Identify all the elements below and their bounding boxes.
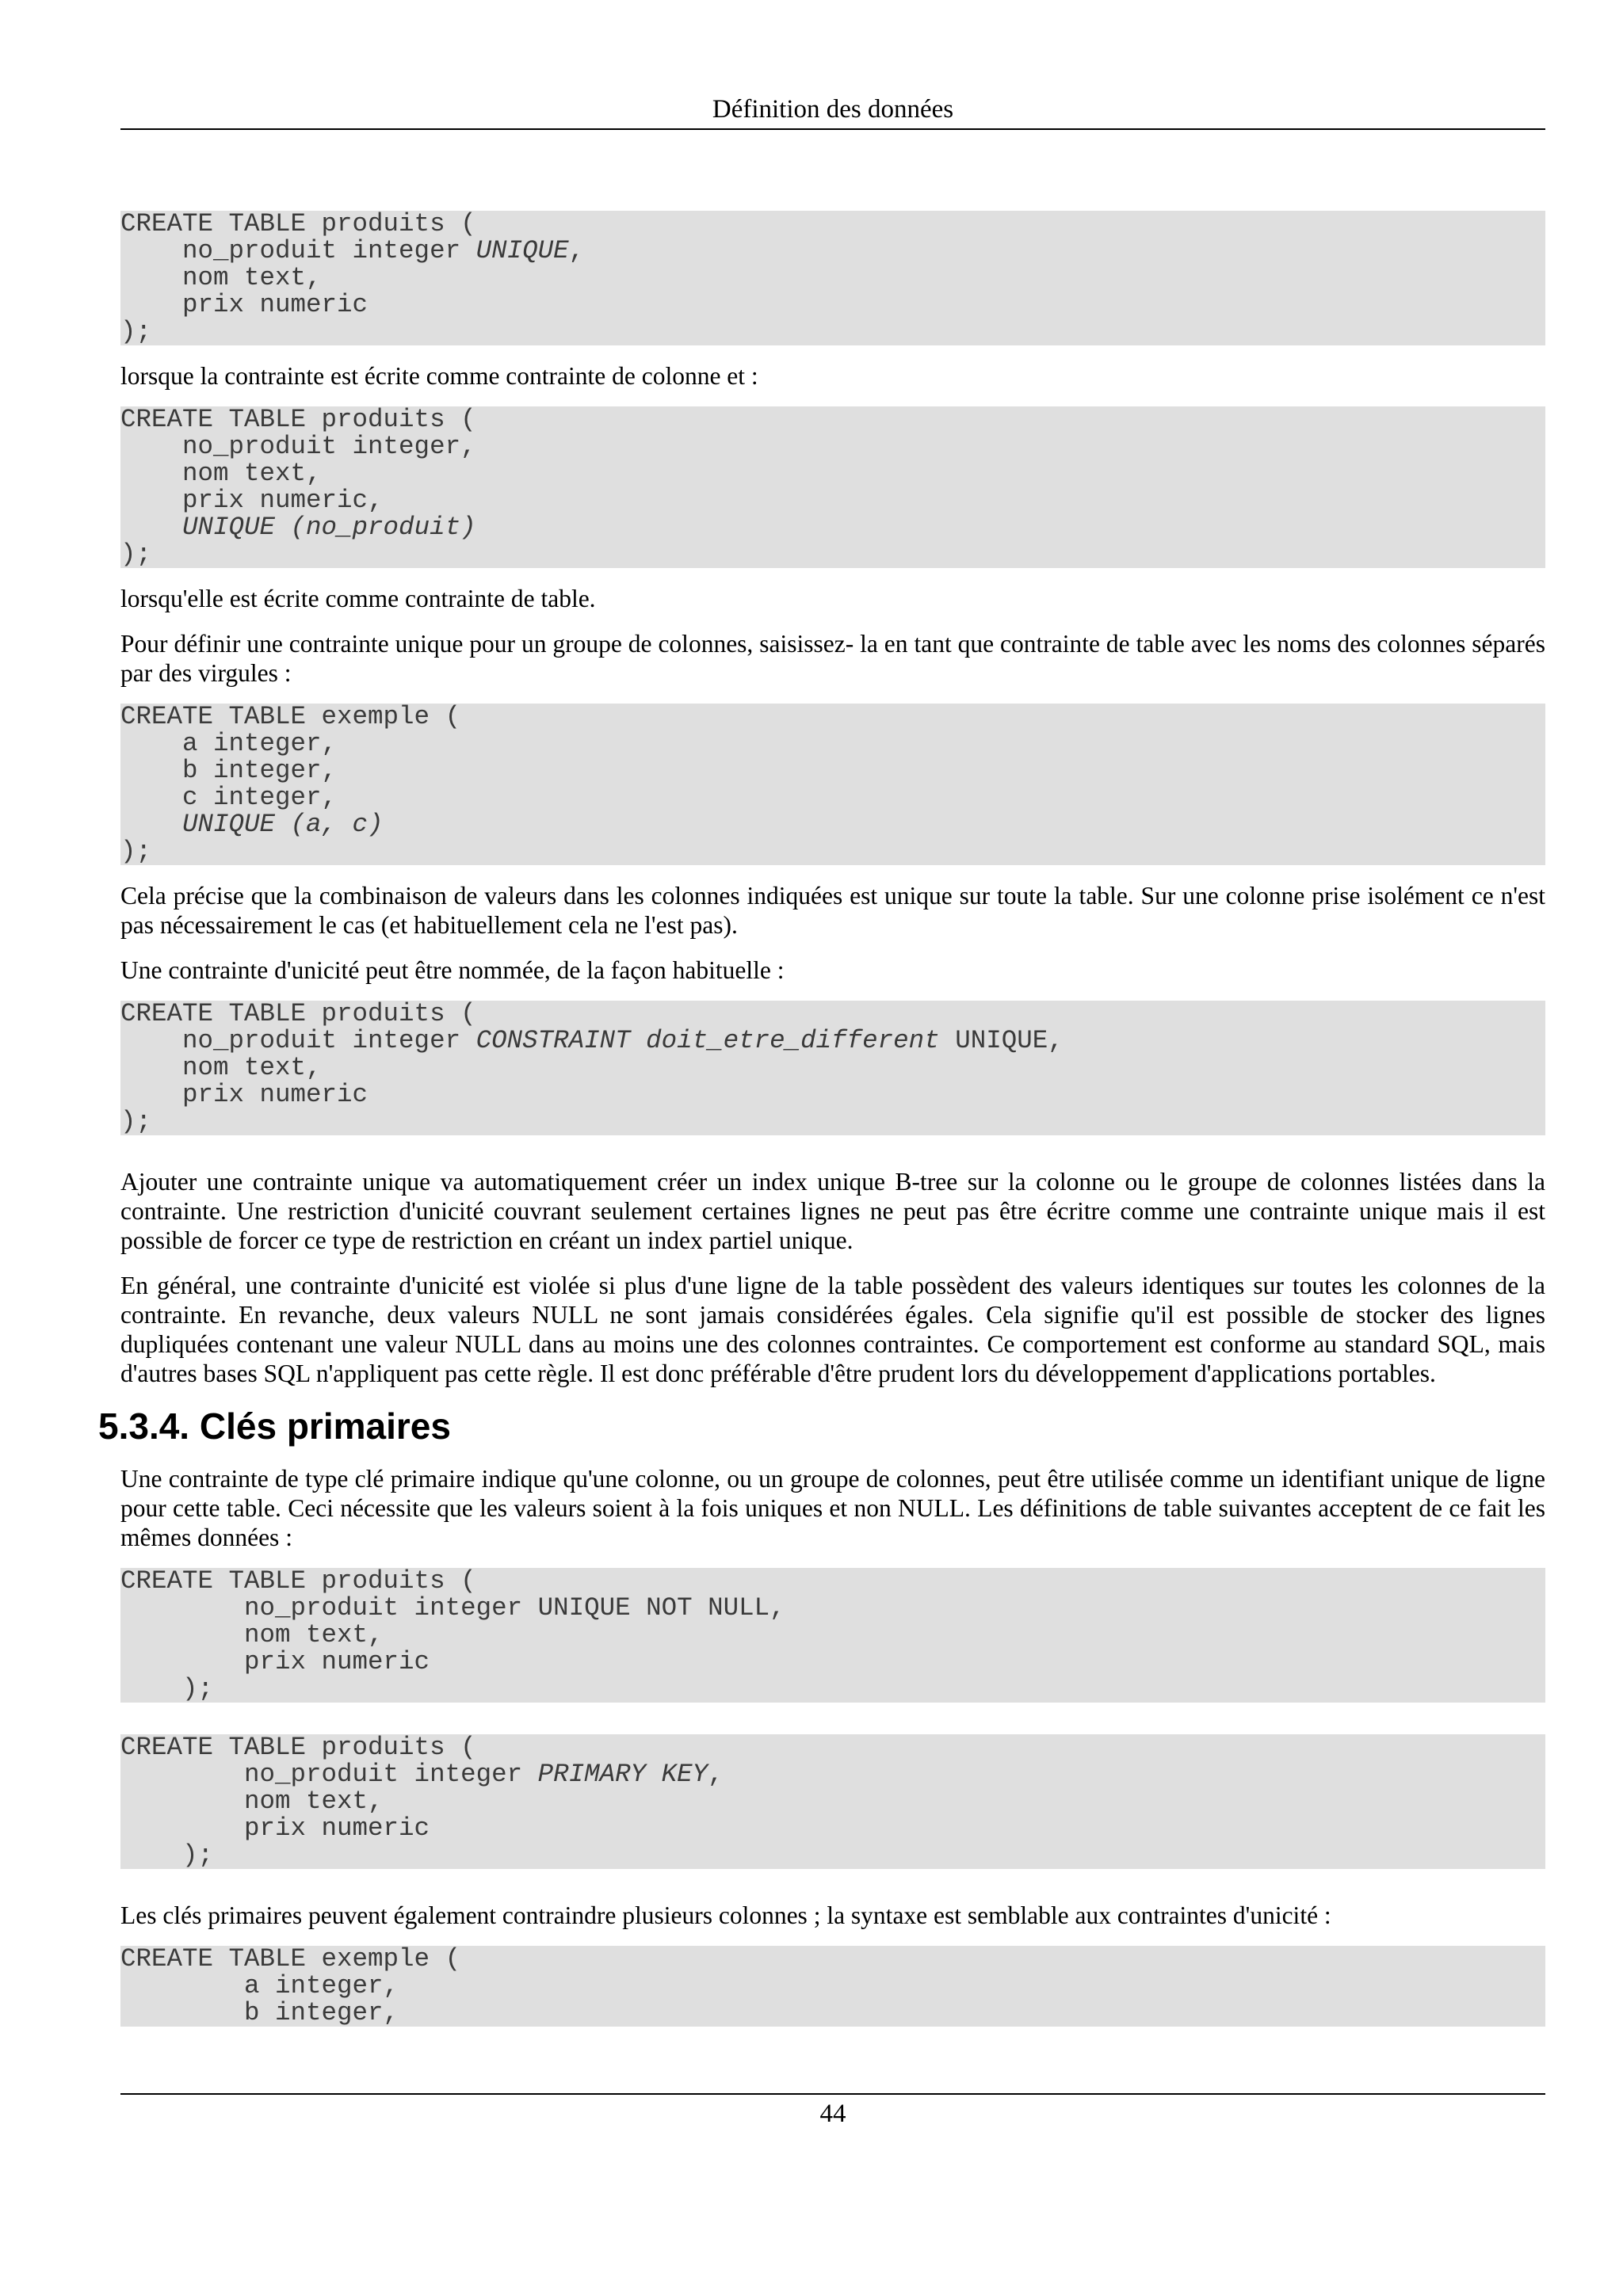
paragraph: lorsqu'elle est écrite comme contrainte de table.: [120, 585, 596, 612]
code-block: CREATE TABLE produits ( no_produit integer, nom text, prix numeric, UNIQUE (no_produit) );: [120, 406, 1545, 568]
code-block: CREATE TABLE exemple ( a integer, b integer, c integer, UNIQUE (a, c) );: [120, 704, 1545, 865]
paragraph: Les clés primaires peuvent également contraindre plusieurs colonnes ; la syntaxe est semblable aux contraintes d'unicité :: [120, 1901, 1331, 1929]
paragraph: lorsque la contrainte est écrite comme contrainte de colonne et :: [120, 362, 758, 390]
code-block: CREATE TABLE produits ( no_produit integer CONSTRAINT doit_etre_different UNIQUE, nom text, prix numeric );: [120, 1001, 1545, 1135]
code-block: CREATE TABLE exemple ( a integer, b integer,: [120, 1946, 1545, 2027]
page-content: [98, 211, 1545, 2027]
paragraph: Pour définir une contrainte unique pour un groupe de colonnes, saisissez- la en tant que contrainte de table avec les noms des colonnes séparés par des virgules :: [120, 630, 1545, 687]
code-block: CREATE TABLE produits ( no_produit integer UNIQUE, nom text, prix numeric );: [120, 211, 1545, 345]
code-block: CREATE TABLE produits ( no_produit integer UNIQUE NOT NULL, nom text, prix numeric );: [120, 1568, 1545, 1703]
page-footer: [120, 2093, 1545, 2130]
paragraph: Une contrainte de type clé primaire indique qu'une colonne, ou un groupe de colonnes, peut être utilisée comme un identifiant unique de ligne pour cette table. Ceci nécessite que les valeurs soient à la fois uniques et non NULL. Les définitions de table suivantes acceptent de ce fait les mêmes données :: [120, 1465, 1545, 1551]
paragraph: Ajouter une contrainte unique va automatiquement créer un index unique B-tree sur la colonne ou le groupe de colonnes listées dans la contrainte. Une restriction d'unicité couvrant seulement certaines lignes ne peut pas être écritre comme une contrainte unique mais il est possible de forcer ce type de restriction en créant un index partiel unique.: [120, 1168, 1545, 1254]
paragraph: Une contrainte d'unicité peut être nommée, de la façon habituelle :: [120, 956, 785, 984]
code-block: CREATE TABLE produits ( no_produit integer PRIMARY KEY, nom text, prix numeric );: [120, 1734, 1545, 1869]
paragraph: Cela précise que la combinaison de valeurs dans les colonnes indiquées est unique sur toute la table. Sur une colonne prise isolément ce n'est pas nécessairement le cas (et habituellement cela ne l'est pas).: [120, 882, 1545, 939]
page-number: 44: [819, 2100, 846, 2128]
paragraph: En général, une contrainte d'unicité est violée si plus d'une ligne de la table possèdent des valeurs identiques sur toutes les colonnes de la contrainte. En revanche, deux valeurs NULL ne sont jamais considérées égales. Cela signifie qu'il est possible de stocker des lignes dupliquées contenant une valeur NULL dans au moins une des colonnes contraintes. Ce comportement est conforme au standard SQL, mais d'autres bases SQL n'appliquent pas cette règle. Il est donc préférable d'être prudent lors du développement d'applications portables.: [120, 1272, 1545, 1387]
header-title: Définition des données: [712, 95, 954, 124]
section-heading: 5.3.4. Clés primaires: [98, 1405, 451, 1447]
page-header: [120, 93, 1545, 130]
